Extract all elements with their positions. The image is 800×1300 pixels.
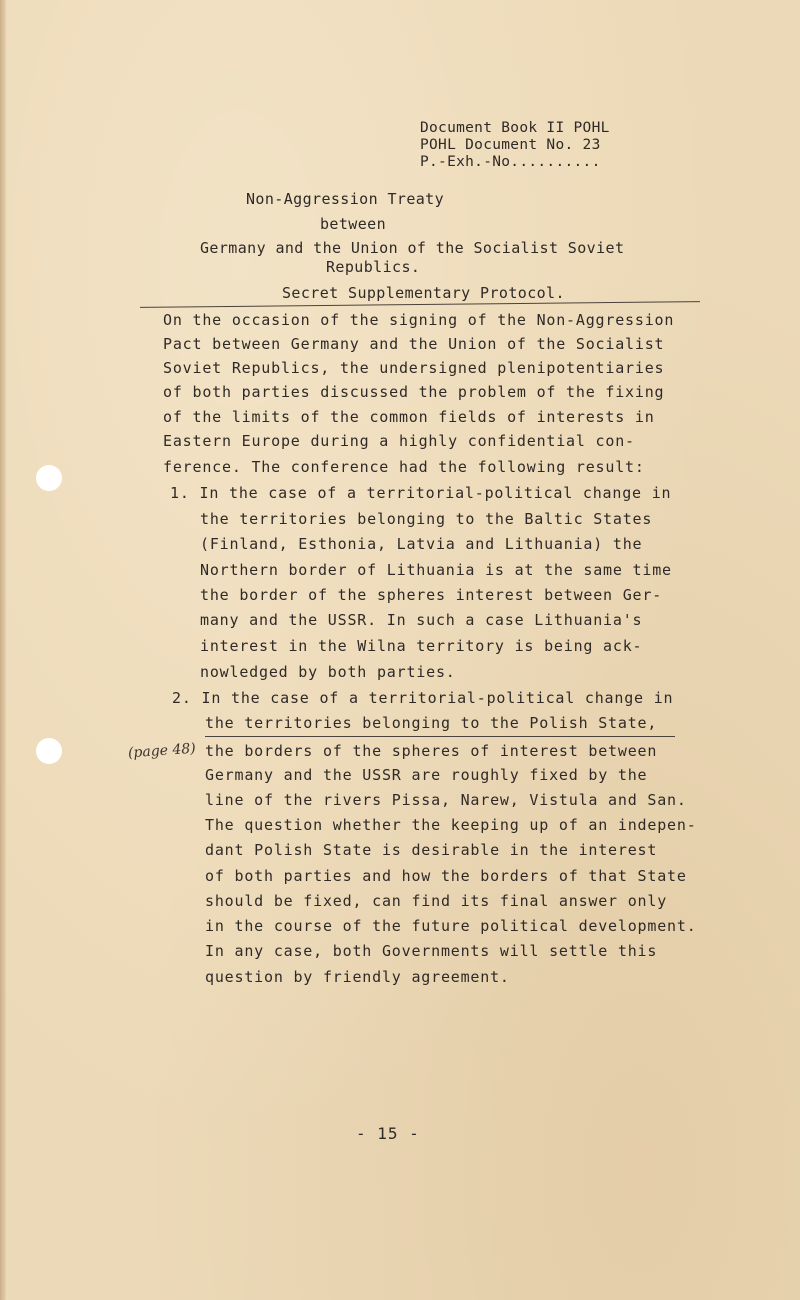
treaty-title-between: between [320,215,387,233]
item1-line: the territories belonging to the Baltic States [200,510,653,528]
treaty-title-parties: Germany and the Union of the Socialist Soviet [200,239,625,257]
item1-line: nowledged by both parties. [200,663,456,681]
item2-line: question by friendly agreement. [205,968,510,986]
item1-line: 1. In the case of a territorial-political change in [170,484,672,502]
item2-line: 2. In the case of a territorial-political change in [172,689,674,707]
intro-line: Pact between Germany and the Union of the Socialist [163,335,665,353]
intro-line: ference. The conference had the following result: [163,458,645,476]
item1-line: Northern border of Lithuania is at the same time [200,561,672,579]
item2-line: In any case, both Governments will settle this [205,942,658,960]
protocol-subtitle: Secret Supplementary Protocol. [282,284,565,302]
exhibit-number-line: P.-Exh.-No.......... [420,154,601,170]
handwritten-page-note: (page 48) [127,740,197,762]
item2-line: the borders of the spheres of interest between [205,742,658,760]
item2-line: should be fixed, can find its final answer only [205,892,668,910]
item2-line: dant Polish State is desirable in the interest [205,841,658,859]
item2-line: The question whether the keeping up of an indepen- [205,816,697,834]
page-edge-shadow [0,0,6,1300]
intro-line: of the limits of the common fields of interests in [163,408,655,426]
punch-hole-top [36,465,62,491]
intro-line: Soviet Republics, the undersigned plenipotentiaries [163,359,665,377]
intro-line: of both parties discussed the problem of the fixing [163,383,665,401]
treaty-title-republics: Republics. [326,258,421,276]
item1-line: many and the USSR. In such a case Lithuania's [200,611,643,629]
punch-hole-bottom [36,738,62,764]
intro-line: On the occasion of the signing of the Non-Aggression [163,311,675,329]
treaty-title: Non-Aggression Treaty [246,190,445,208]
item2-line: in the course of the future political development. [205,917,697,935]
item2-line: Germany and the USSR are roughly fixed by the [205,766,648,784]
item1-line: (Finland, Esthonia, Latvia and Lithuania) the [200,535,643,553]
document-reference-line: Document Book II POHL [420,120,610,136]
item2-line: line of the rivers Pissa, Narew, Vistula and San. [205,791,687,809]
item1-line: the border of the spheres interest between Ger- [200,586,663,604]
item2-line: of both parties and how the borders of that State [205,867,687,885]
document-reference-line: POHL Document No. 23 [420,137,601,153]
item2-underline [205,736,675,737]
item1-line: interest in the Wilna territory is being ack- [200,637,643,655]
item2-line: the territories belonging to the Polish State, [205,714,658,732]
page-number: - 15 - [356,1124,420,1143]
intro-line: Eastern Europe during a highly confidential con- [163,432,635,450]
